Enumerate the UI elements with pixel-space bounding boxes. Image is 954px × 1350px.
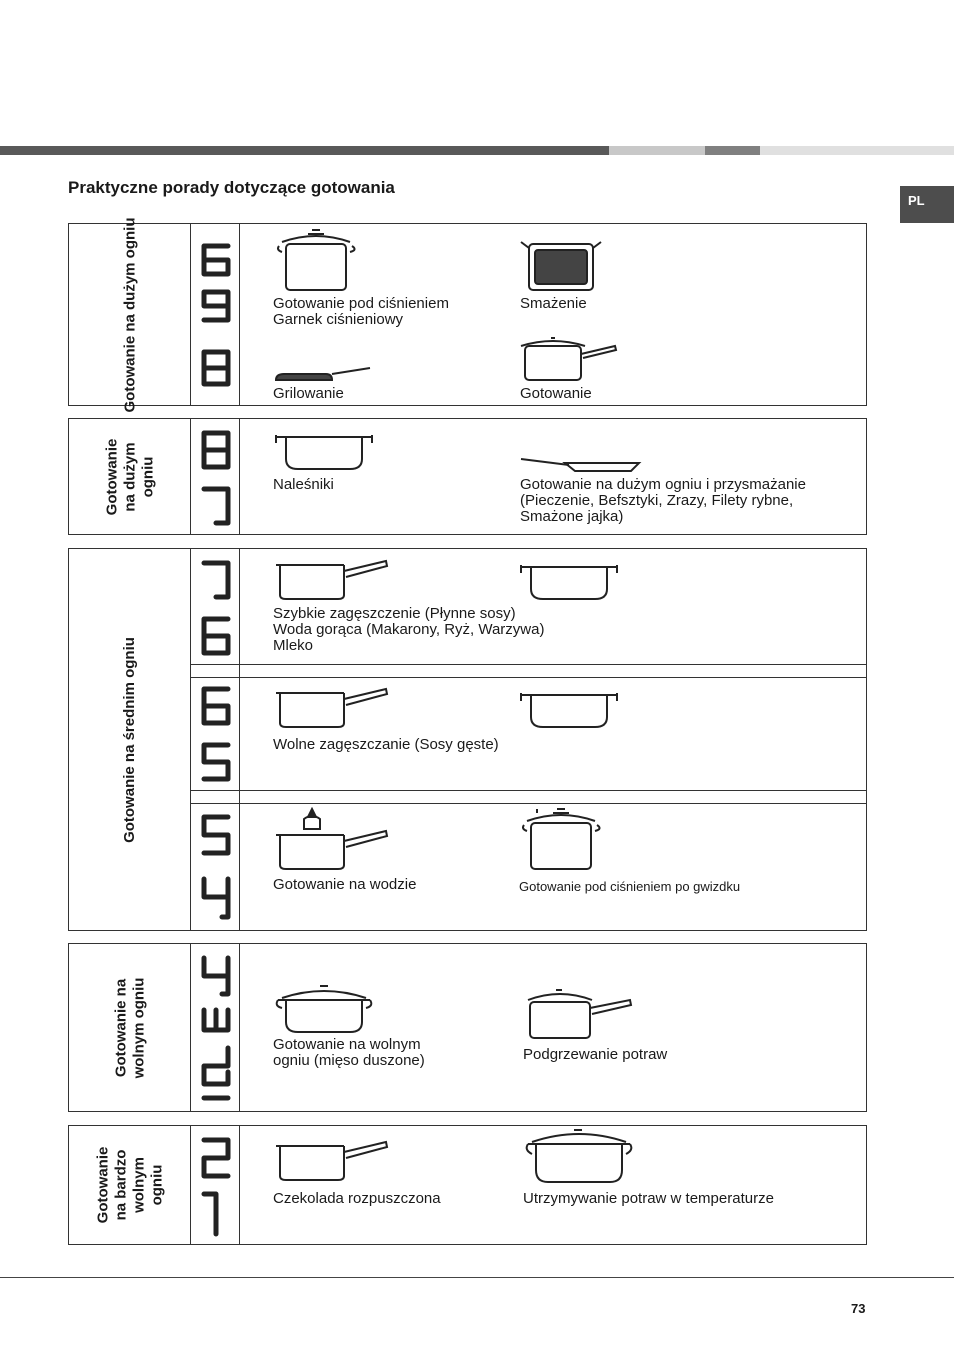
item-label: Grilowanie [273, 385, 344, 402]
item-label: Gotowanie pod ciśnieniem po gwizdku [519, 879, 741, 894]
item-label: Szybkie zagęszczenie (Płynne sosy) Woda gorąca (Makarony, Ryż, Warzywa) Mleko [273, 605, 545, 654]
item-label: Gotowanie na dużym ogniu i przysmażanie (Pieczenie, Befsztyki, Zrazy, Filety rybne, Smażone jajka) [520, 476, 806, 525]
level-digits [192, 553, 239, 661]
saucepan-icon [274, 687, 389, 731]
header-bar-dark [0, 146, 609, 155]
category-label: Gotowanie na dużym ogniu [121, 217, 138, 412]
category-label: Gotowanie na dużym ogniu [102, 438, 156, 515]
section-high-heat [68, 217, 867, 412]
section-low-heat [68, 943, 867, 1112]
item-label: Czekolada rozpuszczona [273, 1190, 441, 1207]
double-boiler-icon [274, 807, 389, 873]
header-bar-light [609, 146, 705, 155]
header-bar-pale [760, 146, 954, 155]
page-title: Praktyczne porady dotyczące gotowania [68, 178, 395, 197]
item-label: Gotowanie na wolnym ogniu (mięso duszone) [273, 1036, 425, 1069]
grill-pan-icon [274, 362, 374, 386]
section-medium-heat [68, 548, 867, 931]
lidded-saucepan-icon [524, 986, 634, 1042]
item-label: Gotowanie na wodzie [273, 876, 417, 893]
level-digits [192, 807, 239, 927]
item-label: Podgrzewanie potraw [523, 1046, 668, 1063]
level-digits [192, 1130, 239, 1240]
frying-basket-icon [519, 234, 604, 294]
language-tab: PL [900, 186, 954, 223]
pressure-cooker-icon [519, 803, 609, 873]
saucepan-icon [274, 559, 389, 603]
item-label: Naleśniki [273, 476, 334, 493]
frying-pan-icon [519, 455, 643, 475]
page-number: 73 [851, 1301, 866, 1316]
footer-rule [0, 1277, 954, 1278]
item-label: Smażenie [520, 295, 587, 312]
pot-icon [274, 431, 374, 473]
level-digits [192, 679, 239, 787]
item-label: Wolne zagęszczanie (Sosy gęste) [273, 736, 499, 753]
section-very-low-heat [68, 1125, 867, 1245]
section-high-heat-frying [68, 418, 867, 535]
pot-icon [519, 559, 619, 603]
item-label: Gotowanie pod ciśnieniem Garnek ciśnieniowy [273, 295, 449, 328]
lidded-saucepan-icon [519, 334, 619, 384]
casserole-icon [274, 982, 374, 1036]
item-label: Gotowanie [520, 385, 592, 402]
level-digits [192, 234, 239, 394]
saucepan-icon [274, 1140, 389, 1184]
header-bar-mid [705, 146, 760, 155]
category-label: Gotowanie na średnim ogniu [121, 636, 139, 843]
pot-icon [519, 687, 619, 731]
item-label: Utrzymywanie potraw w temperaturze [523, 1190, 774, 1207]
pressure-cooker-icon [274, 224, 364, 294]
level-digits [192, 948, 239, 1110]
level-digits [192, 423, 239, 531]
casserole-icon [524, 1126, 634, 1186]
category-label: Gotowanie na wolnym ogniu [111, 977, 147, 1078]
category-label: Gotowanie na bardzo wolnym ogniu [93, 1146, 165, 1224]
